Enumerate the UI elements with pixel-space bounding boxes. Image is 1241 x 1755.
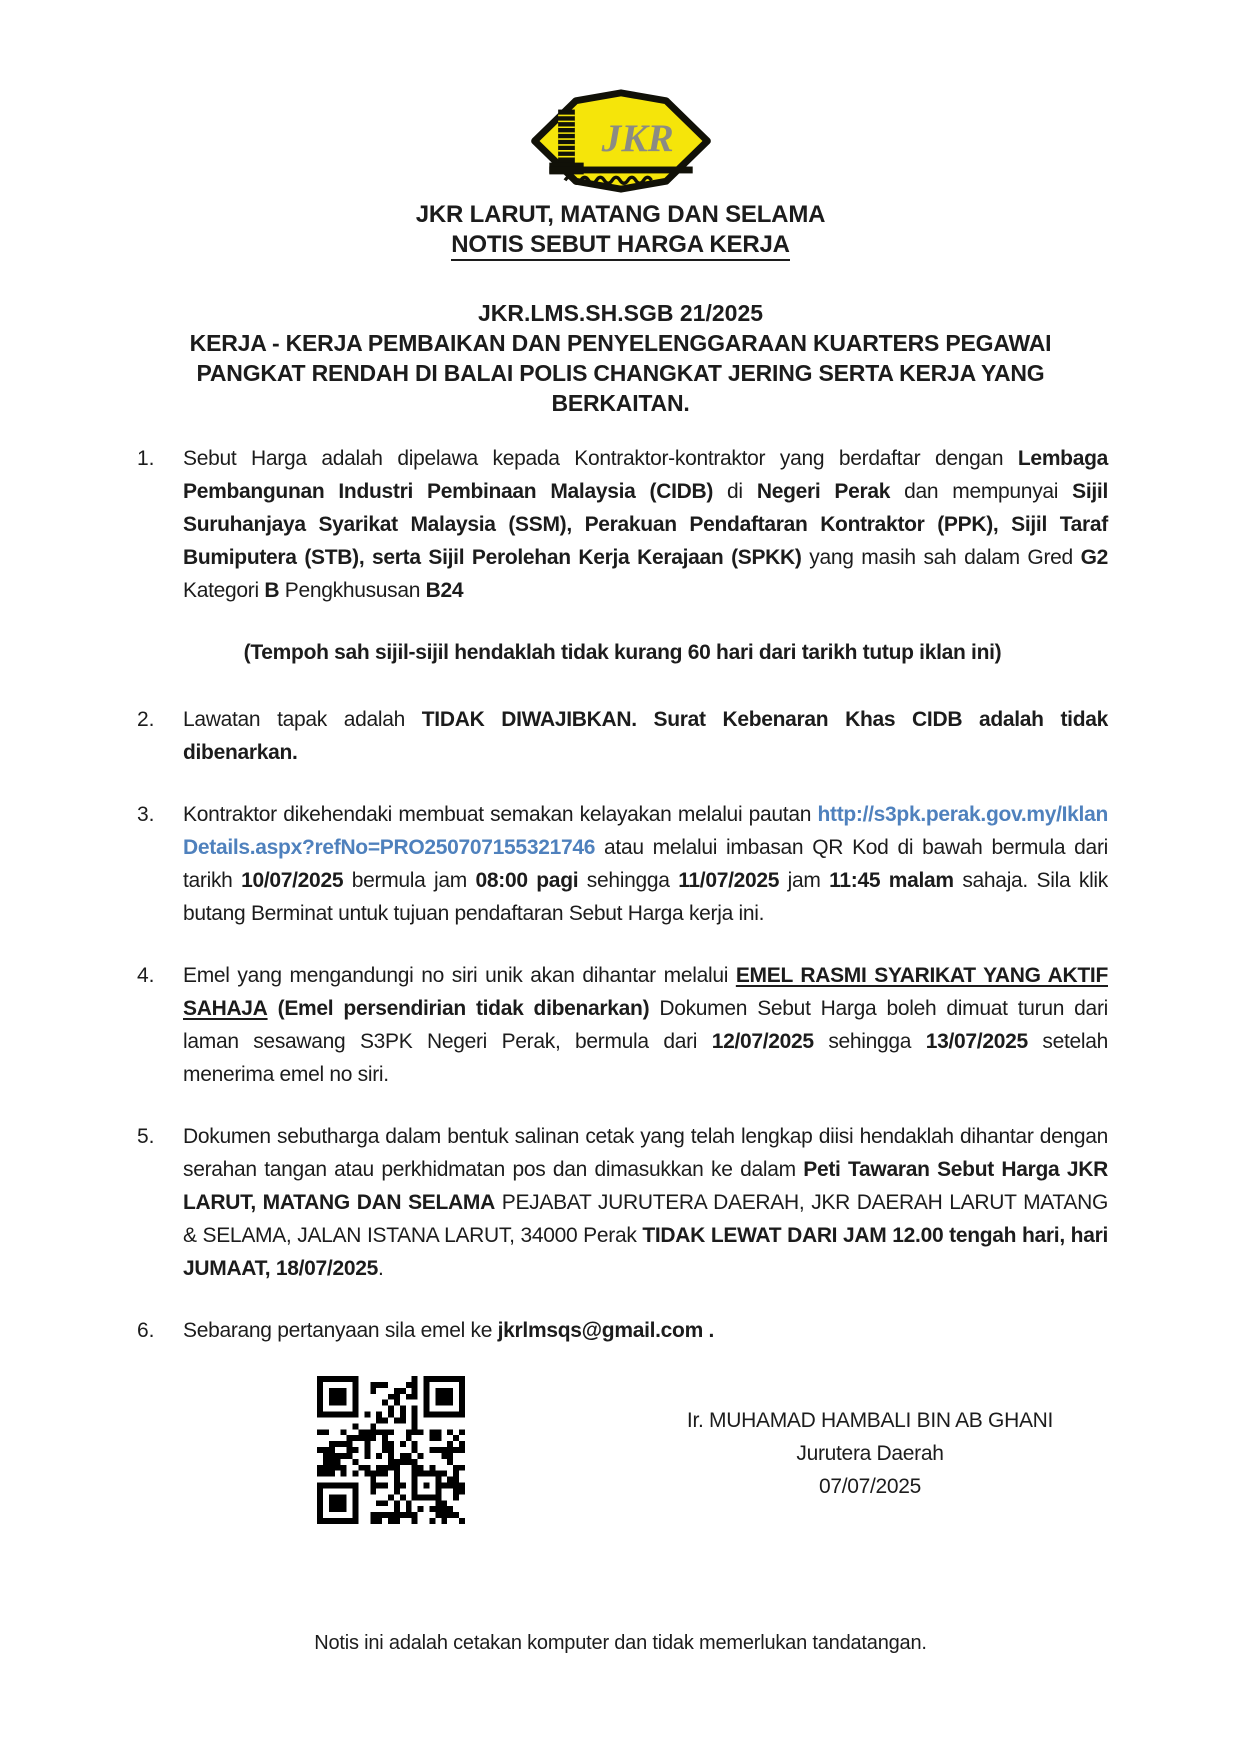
text-segment: TIDAK LEWAT DARI JAM 12.00 tengah hari, hari JUMAAT, 18/07/2025 [183,1224,1108,1280]
text-segment: 13/07/2025 [925,1030,1028,1053]
text-segment: yang masih sah dalam Gred [801,546,1081,569]
text-segment: G2 [1080,546,1109,569]
item-text [183,1314,1108,1347]
text-segment: Kontraktor dikehendaki membuat semakan kelayakan melalui pautan [183,803,818,826]
text-segment: 11/07/2025 [678,869,780,892]
signatory-title: Jurutera Daerah [796,1442,944,1465]
text-segment: atau melalui imbasan QR Kod di bawah bermula dari tarikh [183,836,1108,892]
footer-note: Notis ini adalah cetakan komputer dan tidak memerlukan tandatangan. [314,1632,927,1654]
text-segment: 11:45 malam [829,869,954,892]
notice-list [137,442,1108,1347]
reference-number: JKR.LMS.SH.SGB 21/2025 [477,300,764,326]
project-title: KERJA - KERJA PEMBAIKAN DAN PENYELENGGARAAN KUARTERS PEGAWAI PANGKAT RENDAH DI BALAI POLIS CHANGKAT JERING SERTA KERJA YANG BERKAITAN. [189,330,1052,416]
text-segment: Pengkhususan [279,579,426,602]
text-segment: (Emel persendirian tidak dibenarkan) [277,997,650,1020]
text-segment: sehingga [578,869,679,892]
item-text [183,1120,1108,1285]
text-segment: Peti Tawaran Sebut Harga JKR LARUT, MATANG DAN SELAMA [183,1158,1108,1214]
organization-name: JKR LARUT, MATANG DAN SELAMA [415,201,826,228]
svg-text:JKR: JKR [601,116,674,160]
item-number: 1. [137,447,155,470]
s3pk-link[interactable]: http://s3pk.perak.gov.my/IklanDetails.aspx?refNo=PRO250707155321746 [183,803,1108,859]
signature-date: 07/07/2025 [818,1475,922,1498]
text-segment: Sebarang pertanyaan sila emel ke [183,1319,498,1342]
text-segment: PEJABAT JURUTERA DAERAH, JKR DAERAH LARUT MATANG & SELAMA, JALAN ISTANA LARUT, 34000 Perak [183,1191,1108,1247]
list-item [137,1120,1108,1285]
item-number: 3. [137,803,155,826]
text-segment: Lembaga Pembangunan Industri Pembinaan Malaysia (CIDB) [183,447,1108,503]
item-text [183,442,1108,607]
item-number: 2. [137,708,155,731]
text-segment: Dokumen sebutharga dalam bentuk salinan cetak yang telah lengkap diisi hendaklah dihantar dengan serahan tangan atau perkhidmatan pos dan dimasukkan ke dalam [183,1125,1108,1181]
text-segment: sahaja. Sila klik butang Berminat untuk tujuan pendaftaran Sebut Harga kerja ini. [183,869,1108,925]
list-item [137,798,1108,930]
signature-row [137,1376,1108,1524]
text-segment: di [713,480,757,503]
document-type-title [0,230,1241,260]
qr-code [317,1376,465,1524]
text-segment: 10/07/2025 [241,869,344,892]
item-text [183,703,1108,769]
item-number: 4. [137,964,155,987]
signature-block [670,1376,1070,1503]
jkr-logo-icon [527,86,715,196]
text-segment: jam [779,869,830,892]
text-segment: (Tempoh sah sijil-sijil hendaklah tidak kurang 60 hari dari tarikh tutup iklan ini) [243,641,1002,664]
signatory-name: Ir. MUHAMAD HAMBALI BIN AB GHANI [686,1409,1054,1432]
item-text [183,798,1108,930]
list-item [137,703,1108,769]
document-type-underlined-text: NOTIS SEBUT HARGA KERJA [451,231,790,261]
item-number: 5. [137,1125,155,1148]
text-segment: TIDAK DIWAJIBKAN. Surat Kebenaran Khas CIDB adalah tidak dibenarkan. [183,708,1108,764]
text-segment: sehingga [813,1030,926,1053]
text-segment: jkrlmsqs@gmail.com . [497,1319,715,1342]
certificate-validity-note [137,636,1108,669]
list-item [137,1314,1108,1347]
text-segment: Negeri Perak [756,480,891,503]
logo-container [0,0,1241,196]
item-text [183,959,1108,1091]
text-segment: 12/07/2025 [711,1030,814,1053]
text-segment: Emel yang mengandungi no siri unik akan dihantar melalui [183,964,736,987]
item-number: 6. [137,1319,155,1342]
text-segment: B [264,579,280,602]
text-segment: Sebut Harga adalah dipelawa kepada Kontraktor-kontraktor yang berdaftar dengan [183,447,1018,470]
text-segment: Lawatan tapak adalah [183,708,422,731]
text-segment: Sijil Suruhanjaya Syarikat Malaysia (SSM), Perakuan Pendaftaran Kontraktor (PPK), Sijil Taraf Bumiputera (STB), serta Sijil Perolehan Kerja Kerajaan (SPKK) [183,480,1109,569]
text-segment: Dokumen Sebut Harga boleh dimuat turun dari laman sesawang S3PK Negeri Perak, bermula dari [183,997,1108,1053]
list-item [137,959,1108,1091]
list-item [137,442,1108,607]
text-segment: EMEL RASMI SYARIKAT YANG AKTIF SAHAJA [183,964,1108,1020]
text-segment: bermula jam [343,869,476,892]
text-segment: dan mempunyai [890,480,1073,503]
text-segment: Kategori [183,579,265,602]
text-segment: . [377,1257,384,1280]
text-segment: 08:00 pagi [475,869,579,892]
text-segment: B24 [425,579,464,602]
text-segment: setelah menerima emel no siri. [183,1030,1109,1086]
text-segment [268,997,278,1020]
